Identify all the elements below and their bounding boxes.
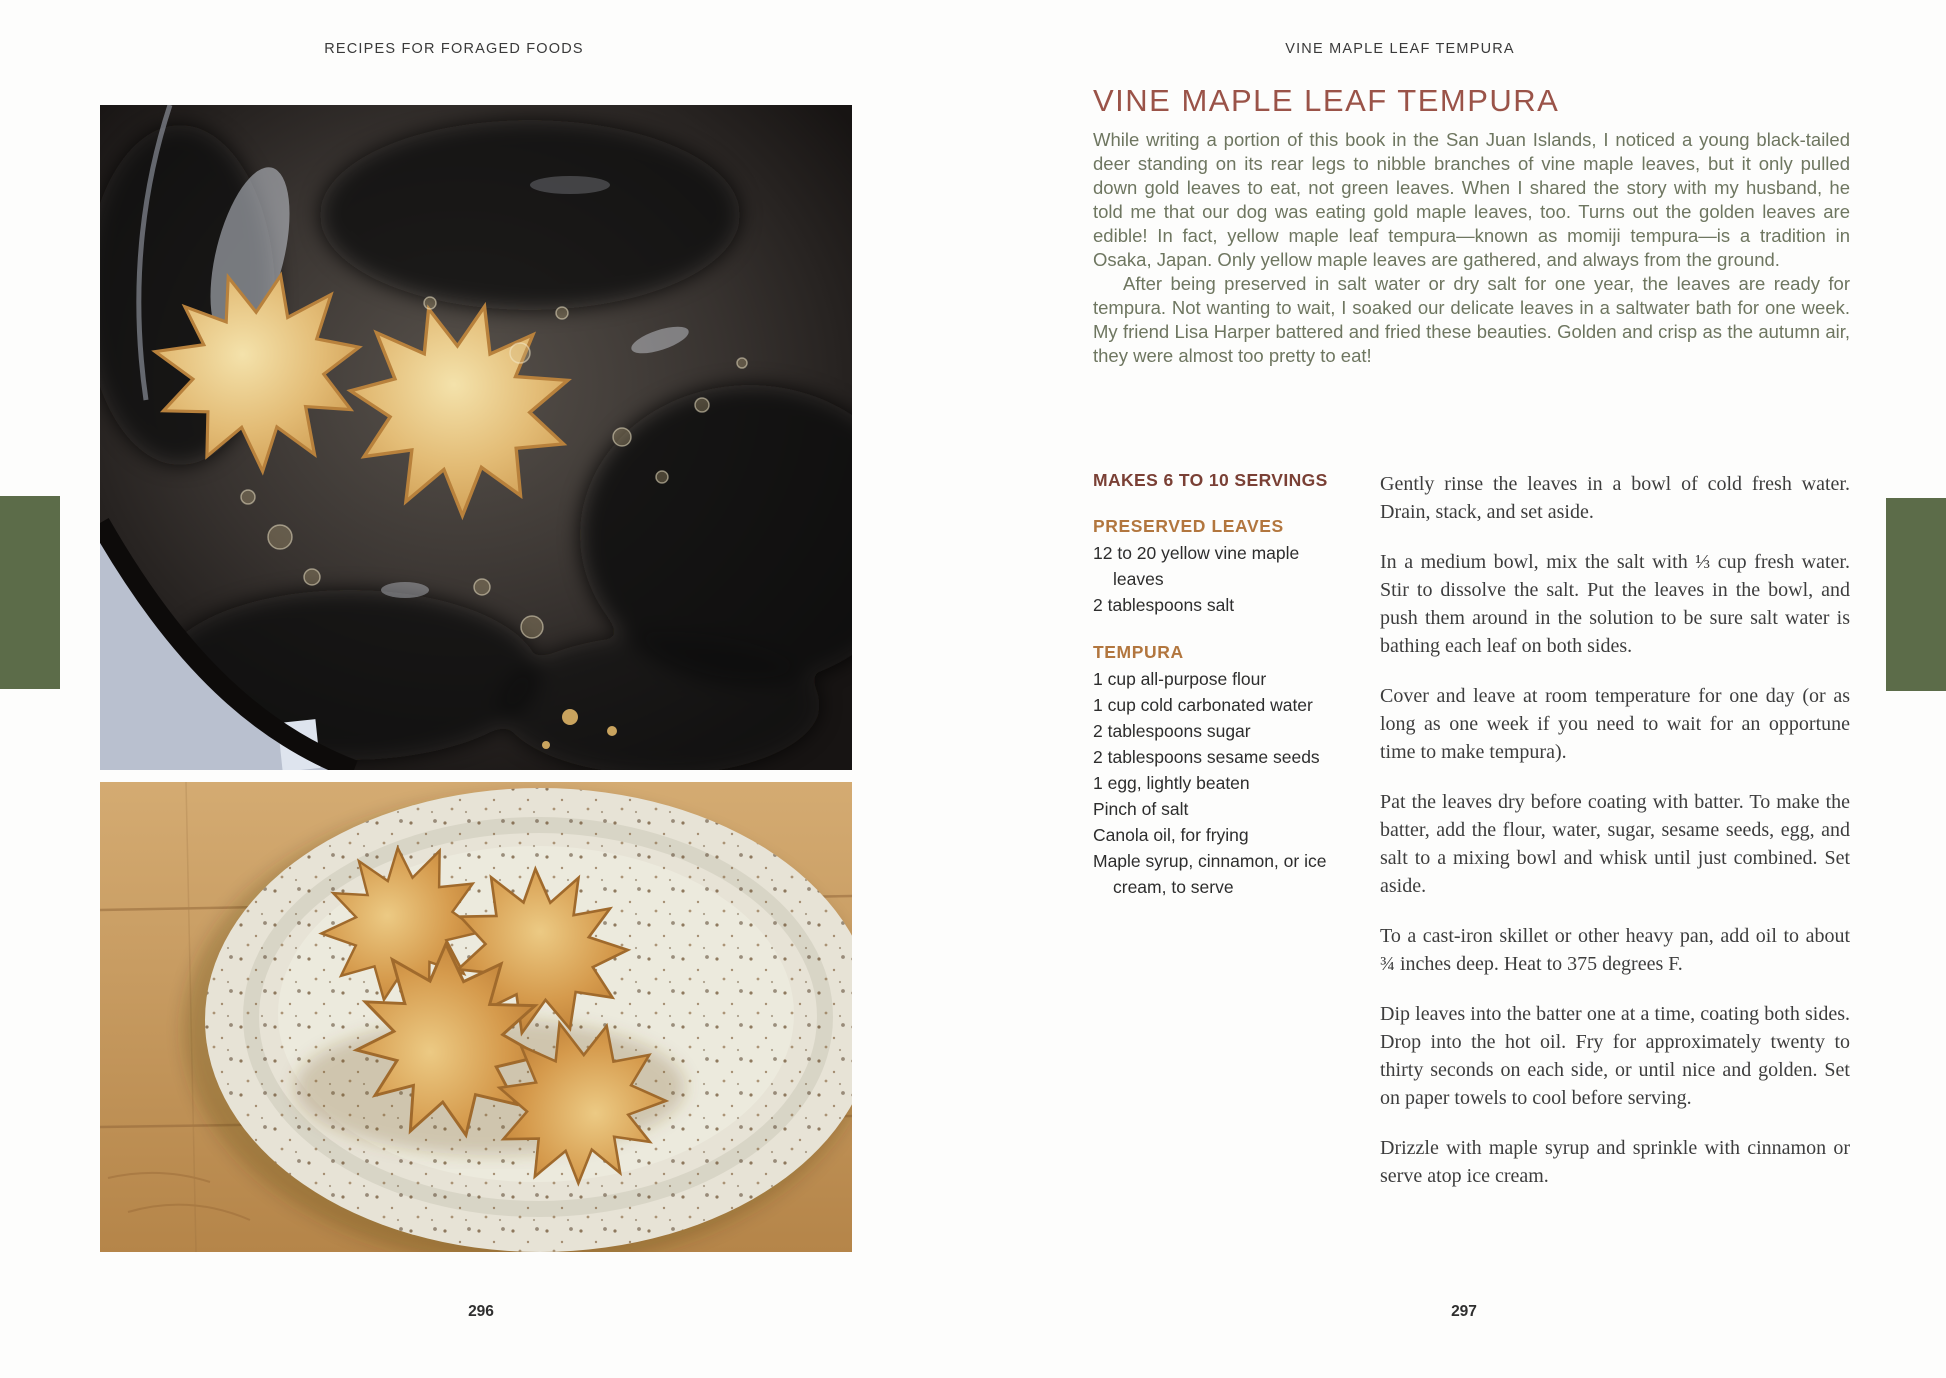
ingredient-item: Maple syrup, cinnamon, or ice cream, to serve (1093, 851, 1327, 897)
intro-paragraph: While writing a portion of this book in the San Juan Islands, I noticed a young black-tailed deer standing on its rear legs to nibble branches of vine maple leaves, but it only pulled down gold leaves to eat, not green leaves. When I shared the story with my husband, he told me that our dog was eating gold maple leaves, too. Turns out the golden leaves are edible! In fact, yellow maple leaf tempura—known as momiji tempura—is a tradition in Osaka, Japan. Only yellow maple leaves are gathered, and always from the ground. (1093, 129, 1850, 270)
page-number-left: 296 (468, 1303, 494, 1320)
instruction-paragraph: To a cast-iron skillet or other heavy pan, add oil to about ¾ inches deep. Heat to 375 degrees F. (1380, 925, 1850, 975)
instructions-column (1380, 470, 1850, 1212)
running-head-left: RECIPES FOR FORAGED FOODS (324, 41, 584, 57)
ingredient-item: 2 tablespoons sesame seeds (1093, 747, 1320, 767)
instruction-paragraph: Dip leaves into the batter one at a time, coating both sides. Drop into the hot oil. Fry for approximately twenty to thirty seconds on each side, or until nice and golden. Set on paper towels to cool before serving. (1380, 1003, 1850, 1109)
ingredient-item: Canola oil, for frying (1093, 825, 1249, 845)
ingredients-column (1093, 470, 1347, 1212)
running-head-right: VINE MAPLE LEAF TEMPURA (1285, 41, 1515, 57)
ingredient-item: 12 to 20 yellow vine maple leaves (1093, 543, 1300, 589)
ingredient-item: Pinch of salt (1093, 799, 1189, 819)
chapter-tab-left (0, 496, 60, 689)
ingredient-list-preserved-leaves (1093, 540, 1347, 618)
instruction-paragraph: Cover and leave at room temperature for one day (or as long as one week if you need to wait for an opportune time to make tempura). (1380, 685, 1850, 763)
frying-pan-photo (100, 105, 852, 770)
recipe-title: VINE MAPLE LEAF TEMPURA (1093, 83, 1560, 118)
ingredient-item: 1 egg, lightly beaten (1093, 773, 1250, 793)
ingredient-item: 1 cup cold carbonated water (1093, 695, 1313, 715)
chapter-tab-right (1886, 498, 1946, 691)
section-heading-tempura: TEMPURA (1093, 642, 1184, 662)
instruction-paragraph: Gently rinse the leaves in a bowl of cold fresh water. Drain, stack, and set aside. (1380, 473, 1850, 523)
instruction-paragraph: Drizzle with maple syrup and sprinkle with cinnamon or serve atop ice cream. (1380, 1137, 1850, 1187)
ingredient-item: 1 cup all-purpose flour (1093, 669, 1267, 689)
ingredient-list-tempura (1093, 666, 1347, 900)
intro-paragraph: After being preserved in salt water or dry salt for one year, the leaves are ready for tempura. Not wanting to wait, I soaked our delicate leaves in a saltwater bath for one week. My friend Lisa Harper battered and fried these beauties. Golden and crisp as the autumn air, they were almost too pretty to eat! (1093, 273, 1850, 366)
section-heading-preserved-leaves: PRESERVED LEAVES (1093, 516, 1284, 536)
ingredient-item: 2 tablespoons salt (1093, 595, 1235, 615)
servings-label: MAKES 6 TO 10 SERVINGS (1093, 470, 1328, 490)
instruction-paragraph: Pat the leaves dry before coating with batter. To make the batter, add the flour, water, sugar, sesame seeds, egg, and salt to a mixing bowl and whisk until just combined. Set aside. (1380, 791, 1850, 897)
page-number-right: 297 (1451, 1303, 1477, 1320)
plate-photo (100, 782, 852, 1252)
ingredient-item: 2 tablespoons sugar (1093, 721, 1251, 741)
recipe-header-block (1093, 84, 1850, 368)
recipe-body (1093, 470, 1850, 1212)
instruction-paragraph: In a medium bowl, mix the salt with ⅓ cup fresh water. Stir to dissolve the salt. Put the leaves in the bowl, and push them around in the solution to be sure salt water is bathing each leaf on both sides. (1380, 551, 1850, 657)
